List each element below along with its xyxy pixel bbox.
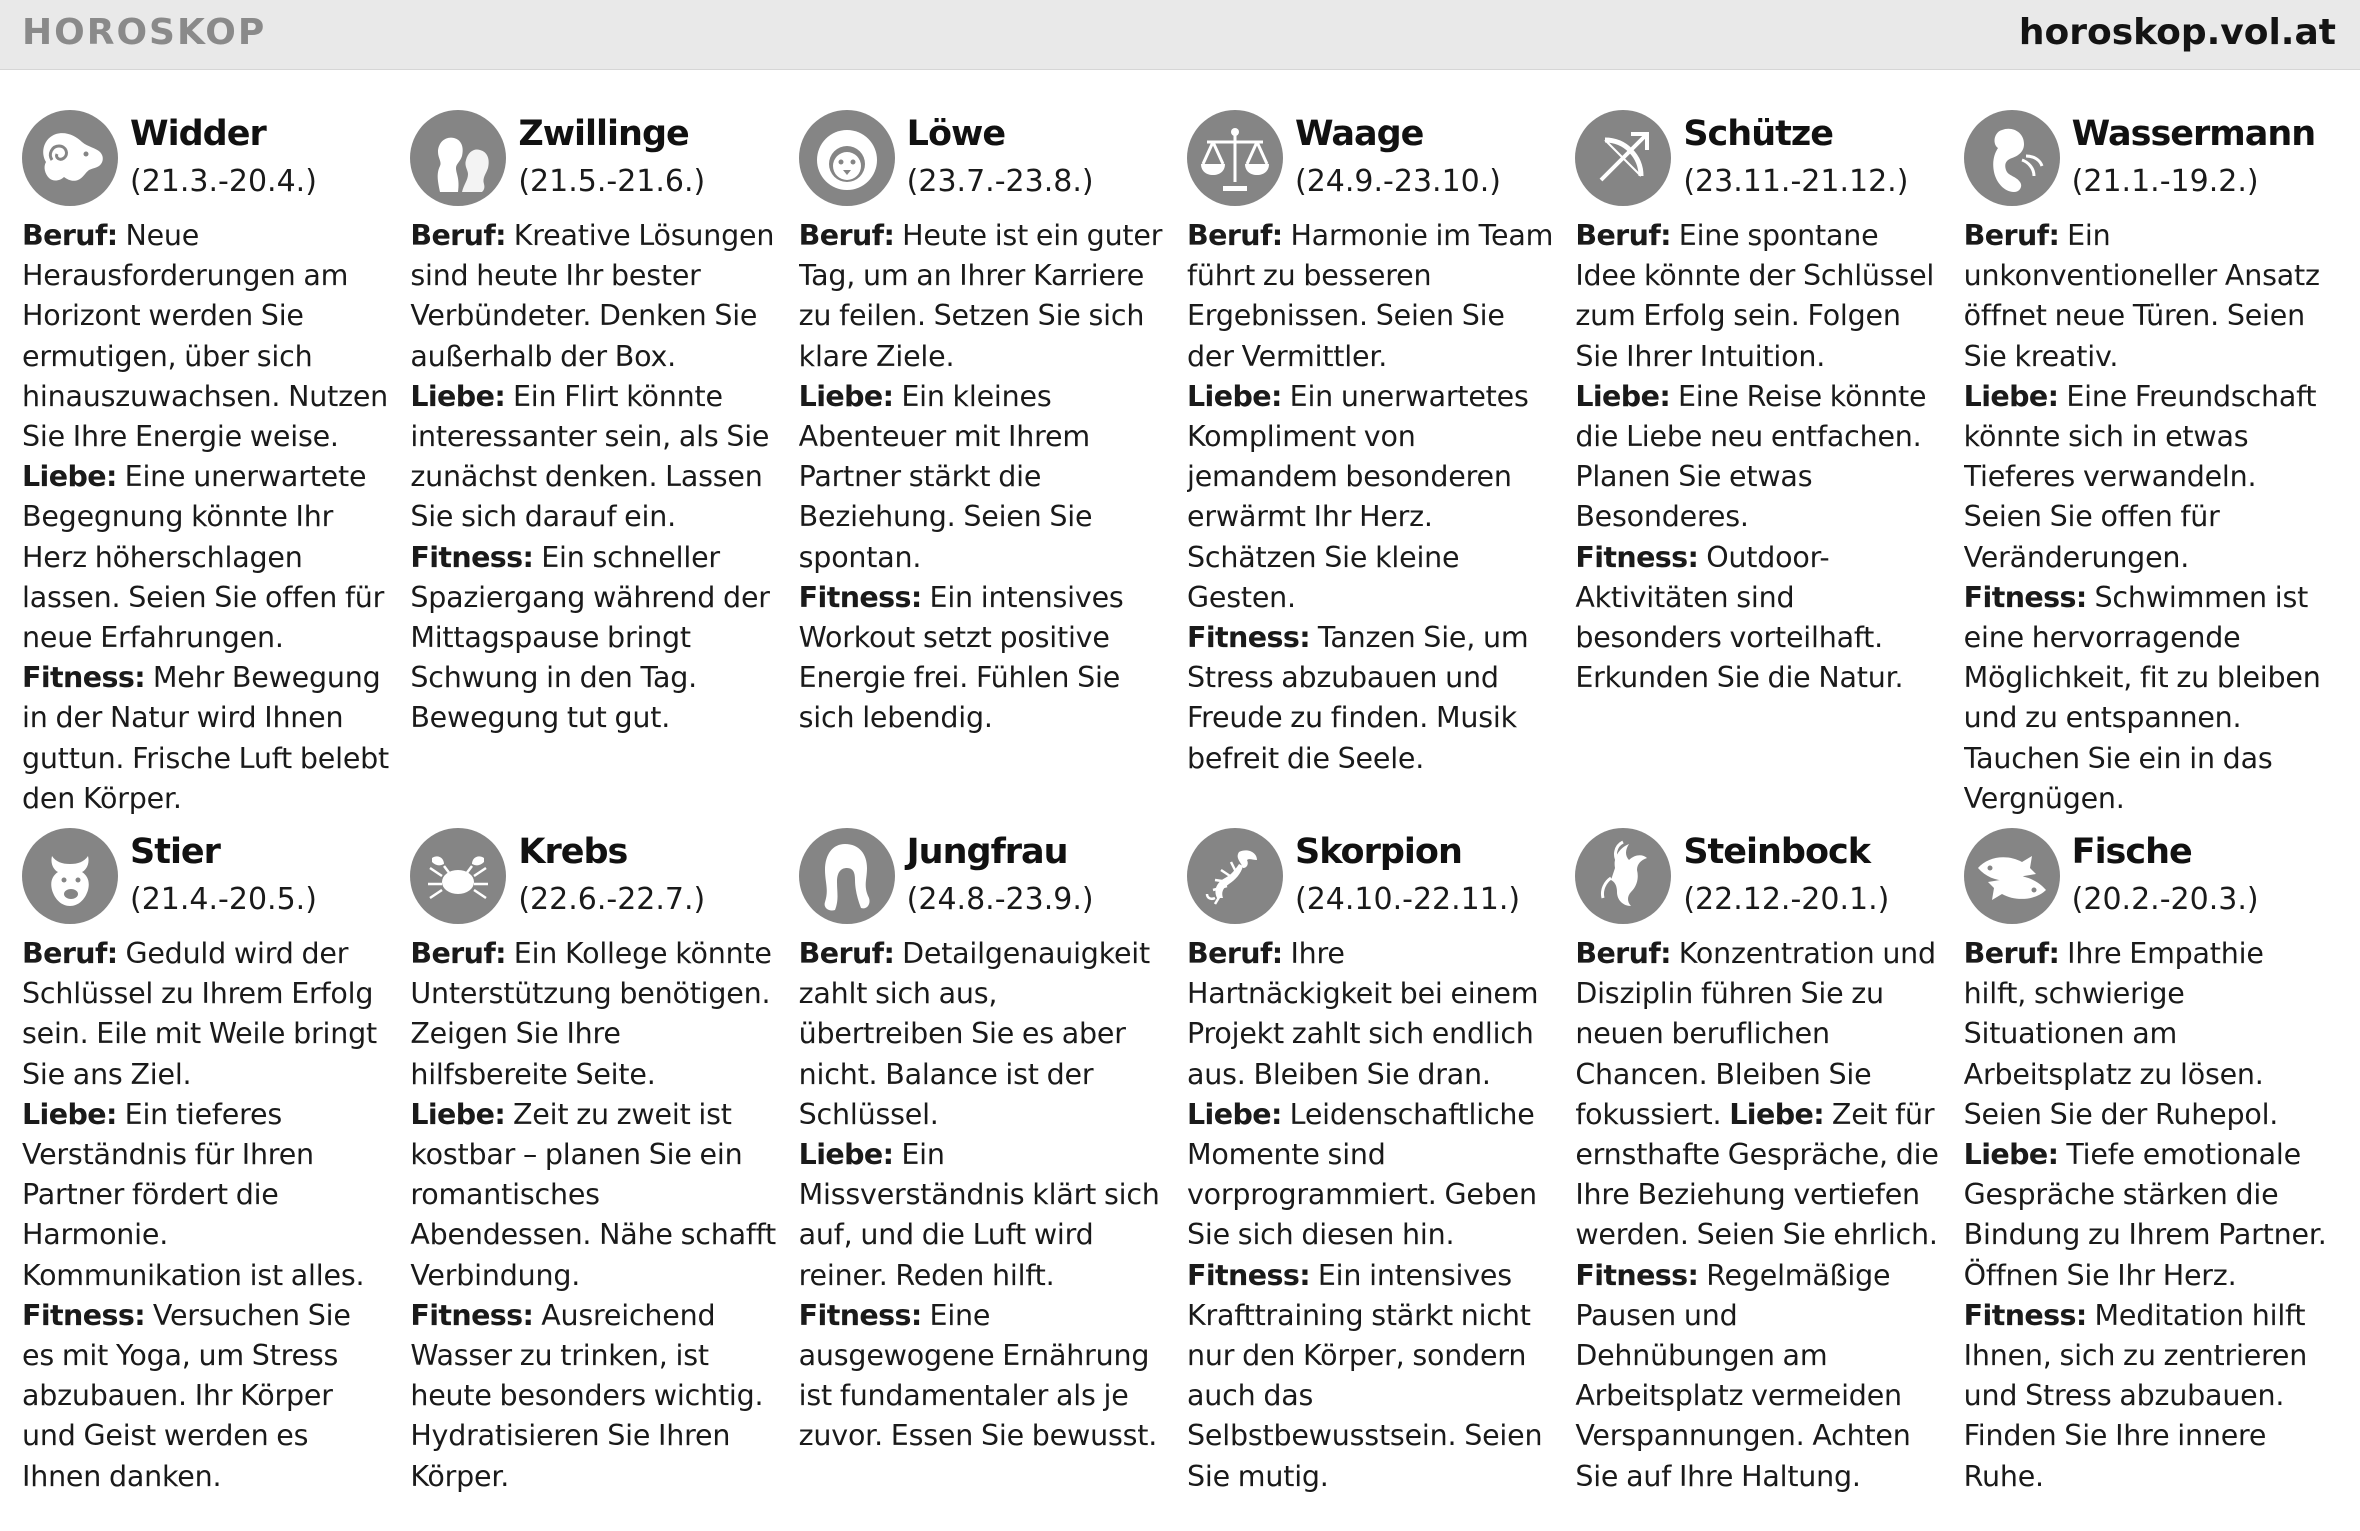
libra-icon xyxy=(1187,110,1283,206)
sign-text xyxy=(799,216,1167,739)
sign-jungfrau xyxy=(799,826,1187,1518)
sign-skorpion xyxy=(1187,826,1575,1518)
label-liebe: Liebe: xyxy=(1575,379,1671,413)
text-liebe: Ein Flirt könnte interessanter sein, als Sie zunächst denken. Lassen Sie sich darauf ein. xyxy=(410,379,770,534)
sign-wassermann xyxy=(1964,108,2352,826)
sign-name: Widder xyxy=(130,114,266,154)
text-fitness: Regelmäßige Pausen und Dehnübungen am Arbeitsplatz vermeiden Verspannungen. Achten Sie auf Ihre Haltung. xyxy=(1575,1258,1911,1493)
text-liebe: Zeit für ernsthafte Gespräche, die Ihre Beziehung vertiefen werden. Seien Sie ehrlich. xyxy=(1575,1097,1939,1252)
label-fitness: Fitness: xyxy=(1963,1298,2087,1332)
sign-loewe xyxy=(799,108,1187,826)
sign-name: Skorpion xyxy=(1295,832,1462,872)
sign-text xyxy=(1187,216,1555,779)
label-liebe: Liebe: xyxy=(798,379,894,413)
sign-text xyxy=(410,216,778,739)
sign-text xyxy=(22,216,390,819)
label-liebe: Liebe: xyxy=(1187,379,1282,413)
text-liebe: Eine Reise könnte die Liebe neu entfachen. Planen Sie etwas Besonderes. xyxy=(1575,379,1927,534)
sign-text xyxy=(1187,934,1555,1497)
label-fitness: Fitness: xyxy=(1575,1258,1699,1292)
sign-waage xyxy=(1187,108,1575,826)
sign-dates: (20.2.-20.3.) xyxy=(2071,882,2259,917)
sign-text xyxy=(22,934,390,1497)
text-fitness: Ausreichend Wasser zu trinken, ist heute besonders wichtig. Hydratisieren Sie Ihren Körper. xyxy=(410,1298,764,1493)
horoscope-grid xyxy=(22,108,2352,1518)
text-fitness: Ein intensives Workout setzt positive Energie frei. Fühlen Sie sich lebendig. xyxy=(798,580,1124,735)
text-fitness: Tanzen Sie, um Stress abzubauen und Freude zu finden. Musik befreit die Seele. xyxy=(1187,621,1529,775)
gemini-icon xyxy=(410,110,506,206)
sign-dates: (24.10.-22.11.) xyxy=(1295,882,1521,917)
label-liebe: Liebe: xyxy=(798,1138,894,1172)
sign-text xyxy=(1964,934,2332,1497)
text-fitness: Meditation hilft Ihnen, sich zu zentrieren und Stress abzubauen. Finden Sie Ihre innere Ruhe. xyxy=(1963,1298,2308,1493)
label-liebe: Liebe: xyxy=(22,1097,117,1131)
text-fitness: Ein schneller Spaziergang während der Mittagspause bringt Schwung in den Tag. Bewegung tut gut. xyxy=(410,540,770,735)
sign-widder xyxy=(22,108,410,826)
capricorn-icon xyxy=(1575,828,1671,924)
leo-icon xyxy=(799,110,895,206)
sign-name: Zwillinge xyxy=(518,114,689,154)
text-liebe: Leidenschaftliche Momente sind vorprogrammiert. Geben Sie sich diesen hin. xyxy=(1187,1097,1537,1252)
sign-stier xyxy=(22,826,410,1518)
text-beruf: Detailgenauigkeit zahlt sich aus, übertreiben Sie es aber nicht. Balance ist der Schlüssel. xyxy=(798,937,1151,1131)
label-beruf: Beruf: xyxy=(1187,937,1283,970)
text-beruf: Ein Kollege könnte Unterstützung benötigen. Zeigen Sie Ihre hilfsbereite Seite. xyxy=(410,937,772,1091)
label-beruf: Beruf: xyxy=(1963,937,2060,970)
sign-name: Wassermann xyxy=(2071,114,2316,154)
header-bar xyxy=(0,0,2360,70)
text-liebe: Ein unerwartetes Kompliment von jemandem besonderen erwärmt Ihr Herz. Schätzen Sie kleine Gesten. xyxy=(1187,379,1529,614)
text-liebe: Eine unerwartete Begegnung könnte Ihr Herz höherschlagen lassen. Seien Sie offen für neue Erfahrungen. xyxy=(22,460,385,655)
label-beruf: Beruf: xyxy=(22,219,118,252)
sign-dates: (24.8.-23.9.) xyxy=(906,882,1094,917)
sign-dates: (21.5.-21.6.) xyxy=(518,164,706,199)
label-beruf: Beruf: xyxy=(410,219,506,252)
sign-name: Stier xyxy=(130,832,220,872)
site-url[interactable]: horoskop.vol.at xyxy=(2018,12,2336,53)
label-liebe: Liebe: xyxy=(410,379,506,413)
label-beruf: Beruf: xyxy=(1575,219,1671,252)
sign-name: Waage xyxy=(1295,114,1424,154)
sign-name: Schütze xyxy=(1683,114,1833,154)
text-liebe: Ein tieferes Verständnis für Ihren Partner fördert die Harmonie. Kommunikation ist alles. xyxy=(22,1097,365,1292)
text-beruf: Konzentration und Disziplin führen Sie zu neuen beruflichen Chancen. Bleiben Sie fokussiert. xyxy=(1575,937,1936,1131)
label-liebe: Liebe: xyxy=(1963,1138,2059,1172)
taurus-icon xyxy=(22,828,118,924)
section-title: HOROSKOP xyxy=(22,12,267,53)
scorpio-icon xyxy=(1187,828,1283,924)
text-fitness: Outdoor-Aktivitäten sind besonders vorteilhaft. Erkunden Sie die Natur. xyxy=(1575,540,1904,695)
sign-dates: (22.12.-20.1.) xyxy=(1683,882,1890,917)
label-beruf: Beruf: xyxy=(22,937,118,970)
label-beruf: Beruf: xyxy=(1575,937,1671,970)
text-liebe: Eine Freundschaft könnte sich in etwas Tieferes verwandeln. Seien Sie offen für Veränderungen. xyxy=(1963,379,2317,574)
label-beruf: Beruf: xyxy=(410,937,506,970)
sign-dates: (23.7.-23.8.) xyxy=(906,164,1094,199)
text-liebe: Ein kleines Abenteuer mit Ihrem Partner stärkt die Beziehung. Seien Sie spontan. xyxy=(798,379,1093,574)
sign-dates: (21.1.-19.2.) xyxy=(2071,164,2259,199)
sign-name: Fische xyxy=(2071,832,2192,872)
label-fitness: Fitness: xyxy=(1187,1258,1311,1292)
label-fitness: Fitness: xyxy=(798,580,922,614)
sign-fische xyxy=(1964,826,2352,1518)
label-fitness: Fitness: xyxy=(798,1298,922,1332)
sign-dates: (21.3.-20.4.) xyxy=(130,164,317,199)
text-beruf: Ihre Empathie hilft, schwierige Situationen am Arbeitsplatz zu lösen. Seien Sie der Ruhepol. xyxy=(1963,937,2279,1131)
sign-name: Jungfrau xyxy=(906,832,1068,872)
sign-text xyxy=(1575,934,1943,1497)
text-beruf: Eine spontane Idee könnte der Schlüssel zum Erfolg sein. Folgen Sie Ihrer Intuition. xyxy=(1575,219,1935,373)
sign-text xyxy=(799,934,1167,1457)
text-liebe: Tiefe emotionale Gespräche stärken die Bindung zu Ihrem Partner. Öffnen Sie Ihr Herz. xyxy=(1963,1138,2327,1292)
text-liebe: Ein Missverständnis klärt sich auf, und die Luft wird reiner. Reden hilft. xyxy=(798,1138,1160,1292)
label-beruf: Beruf: xyxy=(1187,219,1283,252)
text-beruf: Neue Herausforderungen am Horizont werden Sie ermutigen, über sich hinauszuwachsen. Nutzen Sie Ihre Energie weise. xyxy=(22,219,389,454)
label-liebe: Liebe: xyxy=(1963,379,2059,413)
label-fitness: Fitness: xyxy=(22,661,146,695)
sign-steinbock xyxy=(1575,826,1963,1518)
sign-zwillinge xyxy=(410,108,798,826)
aries-icon xyxy=(22,110,118,206)
label-beruf: Beruf: xyxy=(1963,219,2060,252)
sign-text xyxy=(1964,216,2332,819)
text-beruf: Ihre Hartnäckigkeit bei einem Projekt zahlt sich endlich aus. Bleiben Sie dran. xyxy=(1187,937,1539,1091)
sign-name: Krebs xyxy=(518,832,628,872)
cancer-icon xyxy=(410,828,506,924)
sign-dates: (24.9.-23.10.) xyxy=(1295,164,1501,199)
sign-dates: (23.11.-21.12.) xyxy=(1683,164,1909,199)
label-beruf: Beruf: xyxy=(798,937,895,970)
sign-dates: (21.4.-20.5.) xyxy=(130,882,317,917)
label-fitness: Fitness: xyxy=(410,1298,534,1332)
sagittarius-icon xyxy=(1575,110,1671,206)
text-beruf: Ein unkonventioneller Ansatz öffnet neue Türen. Seien Sie kreativ. xyxy=(1963,219,2320,373)
virgo-icon xyxy=(799,828,895,924)
text-fitness: Versuchen Sie es mit Yoga, um Stress abzubauen. Ihr Körper und Geist werden es Ihnen danken. xyxy=(22,1298,351,1493)
sign-text xyxy=(410,934,778,1497)
text-beruf: Geduld wird der Schlüssel zu Ihrem Erfolg sein. Eile mit Weile bringt Sie ans Ziel. xyxy=(22,937,377,1091)
text-liebe: Zeit zu zweit ist kostbar – planen Sie ein romantisches Abendessen. Nähe schafft Verbindung. xyxy=(410,1097,776,1292)
label-fitness: Fitness: xyxy=(1575,540,1699,574)
text-beruf: Kreative Lösungen sind heute Ihr bester Verbündeter. Denken Sie außerhalb der Box. xyxy=(410,219,775,373)
label-fitness: Fitness: xyxy=(1963,580,2087,614)
label-liebe: Liebe: xyxy=(410,1097,506,1131)
sign-text xyxy=(1575,216,1943,698)
label-liebe: Liebe: xyxy=(1187,1097,1282,1131)
label-liebe: Liebe: xyxy=(22,460,117,494)
sign-krebs xyxy=(410,826,798,1518)
pisces-icon xyxy=(1964,828,2060,924)
sign-name: Steinbock xyxy=(1683,832,1871,872)
label-fitness: Fitness: xyxy=(1187,621,1311,655)
label-fitness: Fitness: xyxy=(22,1298,146,1332)
label-beruf: Beruf: xyxy=(798,219,895,252)
sign-name: Löwe xyxy=(906,114,1006,154)
text-beruf: Harmonie im Team führt zu besseren Ergebnissen. Seien Sie der Vermittler. xyxy=(1187,219,1554,373)
aquarius-icon xyxy=(1964,110,2060,206)
text-fitness: Ein intensives Krafttraining stärkt nicht nur den Körper, sondern auch das Selbstbewusstsein. Seien Sie mutig. xyxy=(1187,1258,1543,1493)
text-fitness: Schwimmen ist eine hervorragende Möglichkeit, fit zu bleiben und zu entspannen. Tauchen Sie ein in das Vergnügen. xyxy=(1963,580,2321,815)
sign-schuetze xyxy=(1575,108,1963,826)
label-fitness: Fitness: xyxy=(410,540,534,574)
text-beruf: Heute ist ein guter Tag, um an Ihrer Karriere zu feilen. Setzen Sie sich klare Ziele. xyxy=(798,219,1163,373)
sign-dates: (22.6.-22.7.) xyxy=(518,882,706,917)
label-liebe: Liebe: xyxy=(1729,1097,1825,1131)
text-fitness: Mehr Bewegung in der Natur wird Ihnen guttun. Frische Luft belebt den Körper. xyxy=(22,661,390,815)
text-fitness: Eine ausgewogene Ernährung ist fundamentaler als je zuvor. Essen Sie bewusst. xyxy=(798,1298,1158,1453)
